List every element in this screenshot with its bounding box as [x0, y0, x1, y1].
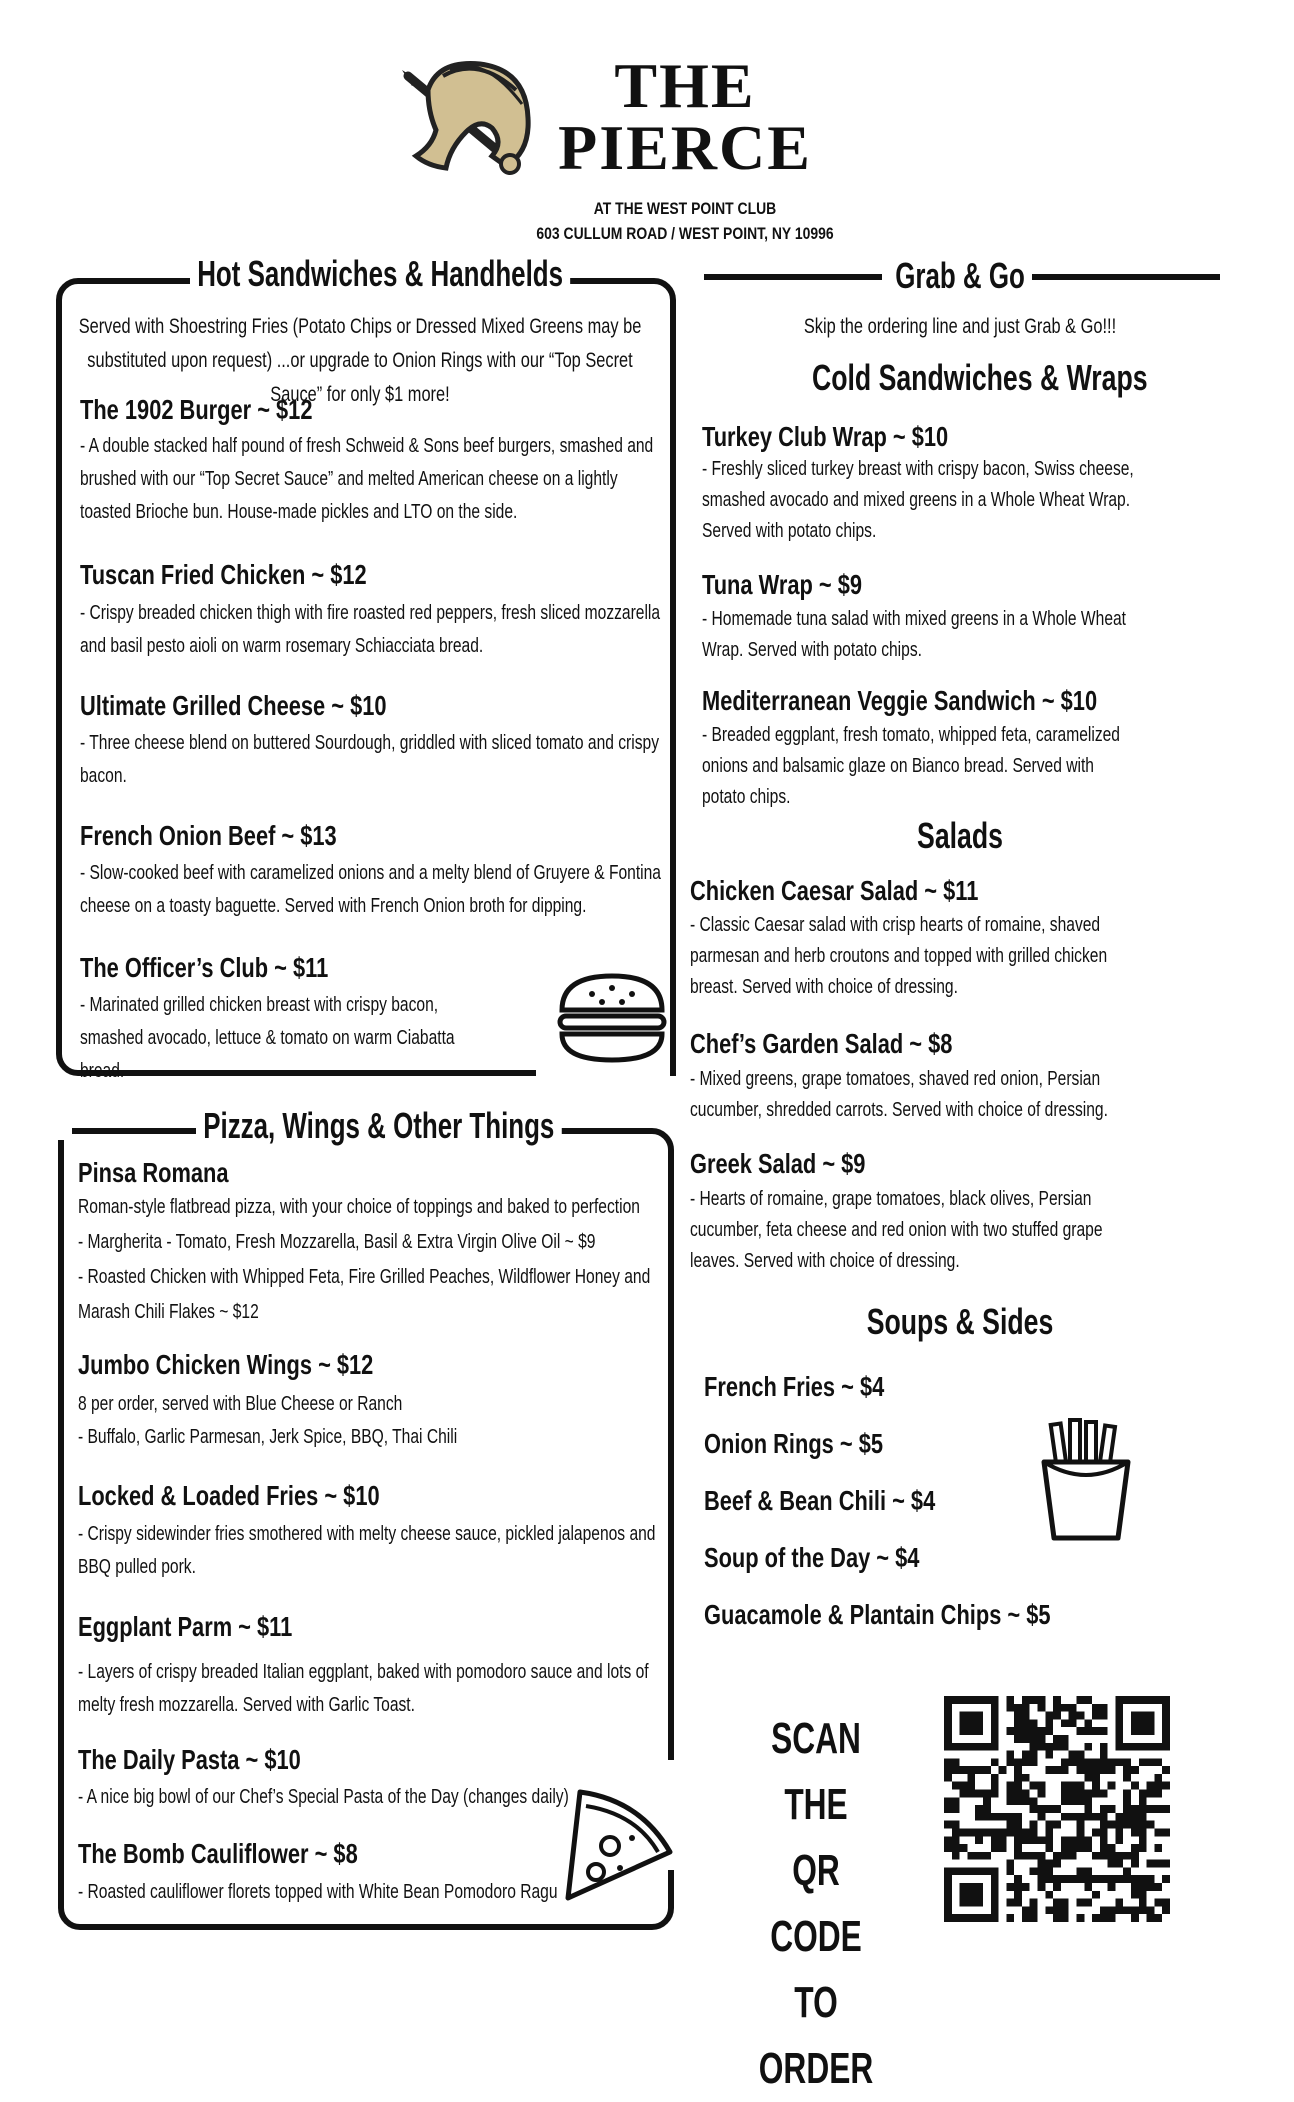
grab-go-intro: Skip the ordering line and just Grab & Go!!!: [803, 315, 1117, 338]
pizza-slice-icon: [560, 1786, 676, 1904]
spartan-helmet-icon: [388, 56, 538, 182]
menu-item-desc: - Roasted cauliflower florets topped with White Bean Pomodoro Ragu: [78, 1881, 558, 1903]
scan-line2: QR CODE: [770, 1846, 862, 1961]
grab-go-divider-left: [704, 274, 882, 280]
menu-item-desc: - Hearts of romaine, grape tomatoes, black olives, Persian cucumber, feta cheese and red onion with two stuffed grape leaves. Served with choice of dressing.: [690, 1188, 1103, 1272]
salads-title: Salads: [842, 814, 1079, 858]
menu-item-title: French Onion Beef ~ $13: [80, 820, 337, 851]
brand-title-line1: THE: [614, 50, 756, 121]
menu-item-desc: - Slow-cooked beef with caramelized onions and a melty blend of Gruyere & Fontina cheese on a toasty baguette. Served with French Onion broth for dipping.: [80, 862, 661, 917]
soups-sides-title: Soups & Sides: [819, 1300, 1100, 1344]
side-item: Soup of the Day ~ $4: [704, 1542, 920, 1573]
hot-sandwiches-title: Hot Sandwiches & Handhelds: [190, 252, 570, 296]
cold-sandwiches-title: Cold Sandwiches & Wraps: [805, 356, 1116, 400]
address-block: [517, 196, 853, 246]
menu-item-desc: - Marinated grilled chicken breast with crispy bacon, smashed avocado, lettuce & tomato on warm Ciabatta bread.: [80, 994, 455, 1082]
box-gap: [52, 1100, 72, 1140]
menu-item-desc: - Mixed greens, grape tomatoes, shaved red onion, Persian cucumber, shredded carrots. Served with choice of dressing.: [690, 1068, 1108, 1121]
side-item: French Fries ~ $4: [704, 1371, 885, 1402]
menu-item-desc: - Breaded eggplant, fresh tomato, whipped feta, caramelized onions and balsamic glaze on Bianco bread. Served with potato chips.: [702, 724, 1120, 808]
side-item: Beef & Bean Chili ~ $4: [704, 1485, 936, 1516]
brand-title: [540, 50, 830, 183]
menu-item-desc: - A nice big bowl of our Chef’s Special Pasta of the Day (changes daily): [78, 1786, 569, 1808]
menu-item-title: Locked & Loaded Fries ~ $10: [78, 1480, 380, 1511]
menu-item-title: Eggplant Parm ~ $11: [78, 1611, 293, 1642]
grab-go-title: Grab & Go: [888, 254, 1032, 298]
menu-item-title: Ultimate Grilled Cheese ~ $10: [80, 690, 387, 721]
menu-item-desc: - Crispy breaded chicken thigh with fire roasted red peppers, fresh sliced mozzarella and basil pesto aioli on warm rosemary Schiacciata bread.: [80, 602, 661, 657]
menu-item-title: Greek Salad ~ $9: [690, 1148, 866, 1179]
menu-item-title: Pinsa Romana: [78, 1157, 229, 1188]
menu-item-title: Turkey Club Wrap ~ $10: [702, 421, 949, 452]
menu-item-title: Mediterranean Veggie Sandwich ~ $10: [702, 685, 1098, 716]
menu-item-title: Chicken Caesar Salad ~ $11: [690, 875, 979, 906]
menu-item-title: The Bomb Cauliflower ~ $8: [78, 1838, 358, 1869]
menu-item-desc: 8 per order, served with Blue Cheese or Ranch - Buffalo, Garlic Parmesan, Jerk Spice, BBQ, Thai Chili: [78, 1393, 458, 1448]
french-fries-icon: [1040, 1418, 1132, 1542]
menu-item-desc: - Classic Caesar salad with crisp hearts of romaine, shaved parmesan and herb croutons and topped with grilled chicken breast. Served with choice of dressing.: [690, 914, 1108, 998]
menu-item-title: The 1902 Burger ~ $12: [80, 394, 313, 425]
box-gap: [536, 1064, 670, 1078]
menu-item-desc: - Layers of crispy breaded Italian eggplant, baked with pomodoro sauce and lots of melty fresh mozzarella. Served with Garlic Toast.: [78, 1661, 649, 1716]
qr-code[interactable]: [944, 1696, 1170, 1922]
menu-item-desc: Roman-style flatbread pizza, with your choice of toppings and baked to perfection - Margherita - Tomato, Fresh Mozzarella, Basil & Extra Virgin Olive Oil ~ $9 - Roasted Chicken with Whipped Feta, Fire Grilled Peaches, Wildflower Honey and Marash Chili Flakes ~ $12: [78, 1196, 651, 1323]
menu-item-desc: - A double stacked half pound of fresh Schweid & Sons beef burgers, smashed and brushed with our “Top Secret Sauce” and melted American cheese on a lightly toasted Brioche bun. House-made pickles and LTO on the side.: [80, 435, 654, 523]
hot-sandwiches-intro: Served with Shoestring Fries (Potato Chips or Dressed Mixed Greens may be substituted upon request) ...or upgrade to Onion Rings with our “Top Secret Sauce” for only $1 more!: [78, 315, 642, 406]
menu-item-title: Chef’s Garden Salad ~ $8: [690, 1028, 953, 1059]
side-item: Onion Rings ~ $5: [704, 1428, 883, 1459]
burger-icon: [556, 972, 668, 1064]
pizza-wings-title: Pizza, Wings & Other Things: [196, 1104, 562, 1148]
menu-item-title: Jumbo Chicken Wings ~ $12: [78, 1349, 374, 1380]
menu-item-title: The Daily Pasta ~ $10: [78, 1744, 301, 1775]
menu-item-desc: - Three cheese blend on buttered Sourdough, griddled with sliced tomato and crispy bacon.: [80, 732, 660, 787]
grab-go-divider-right: [1032, 274, 1220, 280]
menu-item-title: Tuna Wrap ~ $9: [702, 569, 863, 600]
street-address: 603 CULLUM ROAD / WEST POINT, NY 10996: [536, 224, 834, 243]
menu-item-title: Tuscan Fried Chicken ~ $12: [80, 559, 367, 590]
side-item: Guacamole & Plantain Chips ~ $5: [704, 1599, 1051, 1630]
menu-item-title: The Officer’s Club ~ $11: [80, 952, 329, 983]
club-name: AT THE WEST POINT CLUB: [593, 199, 777, 218]
scan-line3: TO ORDER: [758, 1978, 874, 2093]
scan-line1: SCAN THE: [771, 1714, 861, 1829]
brand-title-line2: PIERCE: [558, 112, 812, 183]
menu-item-desc: - Freshly sliced turkey breast with crispy bacon, Swiss cheese, smashed avocado and mixed greens in a Whole Wheat Wrap. Served with potato chips.: [702, 458, 1134, 542]
menu-item-desc: - Crispy sidewinder fries smothered with melty cheese sauce, pickled jalapenos and BBQ pulled pork.: [78, 1523, 656, 1578]
menu-item-desc: - Homemade tuna salad with mixed greens in a Whole Wheat Wrap. Served with potato chips.: [702, 608, 1127, 661]
scan-instruction: [744, 1706, 888, 2102]
